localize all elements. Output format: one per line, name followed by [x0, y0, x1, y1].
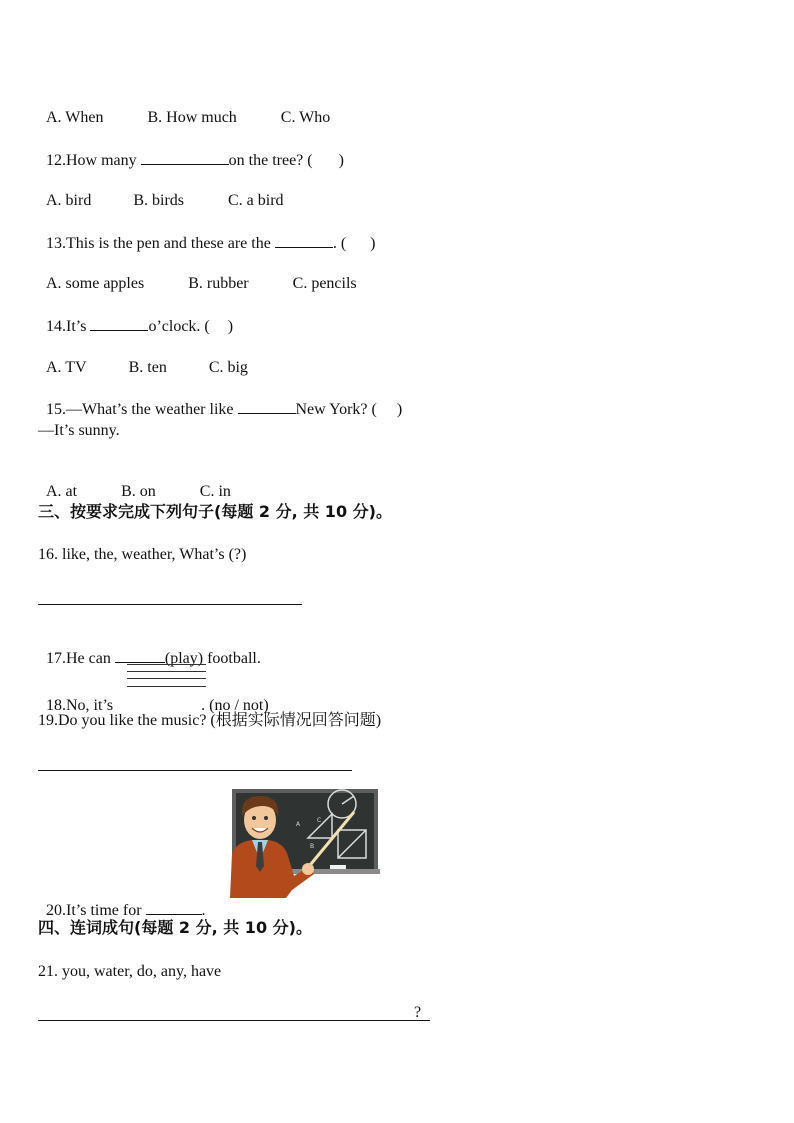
q18-answer-line-2: [127, 671, 206, 672]
q14-paren-close: ): [227, 318, 234, 335]
q12-options: [38, 171, 284, 211]
q17-text-after: (play) football.: [164, 650, 261, 667]
q11-option-b: B. How much: [147, 109, 237, 126]
q14-question: [38, 296, 233, 337]
q15-option-b: B. on: [121, 483, 156, 500]
q13-option-b: B. rubber: [188, 275, 249, 292]
q13-blank[interactable]: [275, 233, 333, 248]
q12-option-a: A. bird: [46, 192, 92, 209]
label-b: B: [310, 843, 315, 850]
q18-text-after: . (no / not): [201, 697, 269, 714]
q13-text-before: 13.This is the pen and these are the: [46, 235, 275, 252]
q15-text-after: New York? (: [295, 401, 377, 418]
blackboard-tray: [282, 869, 380, 874]
q18-text-before: 18.No, it’s: [46, 697, 118, 714]
q14-option-c: C. big: [208, 359, 248, 376]
q13-question: [38, 213, 375, 254]
q20-text-after: .: [201, 902, 206, 919]
q15-text-before: 15.—What’s the weather like: [46, 401, 238, 418]
q12-blank[interactable]: [141, 150, 229, 165]
q19-question: 19.Do you like the music? (根据实际情况回答问题): [38, 712, 382, 729]
label-c: C: [317, 817, 322, 824]
q11-option-c: C. Who: [280, 109, 331, 126]
q12-option-c: C. a bird: [228, 192, 284, 209]
q21-question: 21. you, water, do, any, have: [38, 963, 222, 980]
q13-text-after: . (: [332, 235, 347, 252]
q16-answer-line[interactable]: [38, 604, 302, 605]
q18-answer-line-1: [127, 664, 206, 665]
q15-reply: —It’s sunny.: [38, 422, 120, 439]
q13-paren-close: ): [370, 235, 376, 252]
q13-options: [38, 254, 357, 294]
q14-text-before: 14.It’s: [46, 318, 91, 335]
q12-text-after: on the tree? (: [228, 152, 313, 169]
q18-answer-line-4: [127, 686, 206, 687]
chalk: [330, 865, 346, 869]
q13-option-c: C. pencils: [292, 275, 357, 292]
q15-options: [38, 462, 231, 502]
label-a: A: [296, 821, 301, 828]
q12-text-before: 12.How many: [46, 152, 141, 169]
q14-text-after: o’clock. (: [148, 318, 210, 335]
q18-question: [38, 676, 269, 716]
section-3-heading: 三、按要求完成下列句子(每题 2 分, 共 10 分)。: [38, 502, 392, 521]
q21-question-mark: ?: [414, 1004, 422, 1021]
q17-blank[interactable]: [115, 648, 165, 663]
q15-blank[interactable]: [238, 399, 296, 414]
q15-paren-close: ): [396, 401, 403, 418]
q14-blank[interactable]: [90, 316, 148, 331]
q19-answer-line[interactable]: [38, 770, 352, 771]
q16-question: 16. like, the, weather, What’s (?): [38, 546, 247, 563]
q15-question: [38, 379, 402, 420]
q14-option-b: B. ten: [128, 359, 167, 376]
q13-option-a: A. some apples: [46, 275, 145, 292]
q15-option-a: A. at: [46, 483, 78, 500]
teacher-blackboard-image: [222, 786, 382, 898]
q17-question: [38, 628, 261, 669]
teacher-hand: [302, 863, 314, 875]
section-4-heading: 四、连词成句(每题 2 分, 共 10 分)。: [38, 918, 312, 937]
q14-options: [38, 338, 248, 378]
q18-answer-line-3: [127, 678, 206, 679]
q20-blank[interactable]: [146, 900, 202, 915]
q12-question: [38, 130, 344, 171]
q20-text-before: 20.It’s time for: [46, 902, 146, 919]
q17-text-before: 17.He can: [46, 650, 115, 667]
q21-answer-line[interactable]: [38, 1020, 430, 1021]
q12-paren-close: ): [338, 152, 344, 169]
q11-option-a: A. When: [46, 109, 104, 126]
q20-question: [38, 880, 206, 921]
q14-option-a: A. TV: [46, 359, 87, 376]
q12-option-b: B. birds: [133, 192, 184, 209]
q11-options: [38, 88, 330, 128]
q15-option-c: C. in: [199, 483, 231, 500]
